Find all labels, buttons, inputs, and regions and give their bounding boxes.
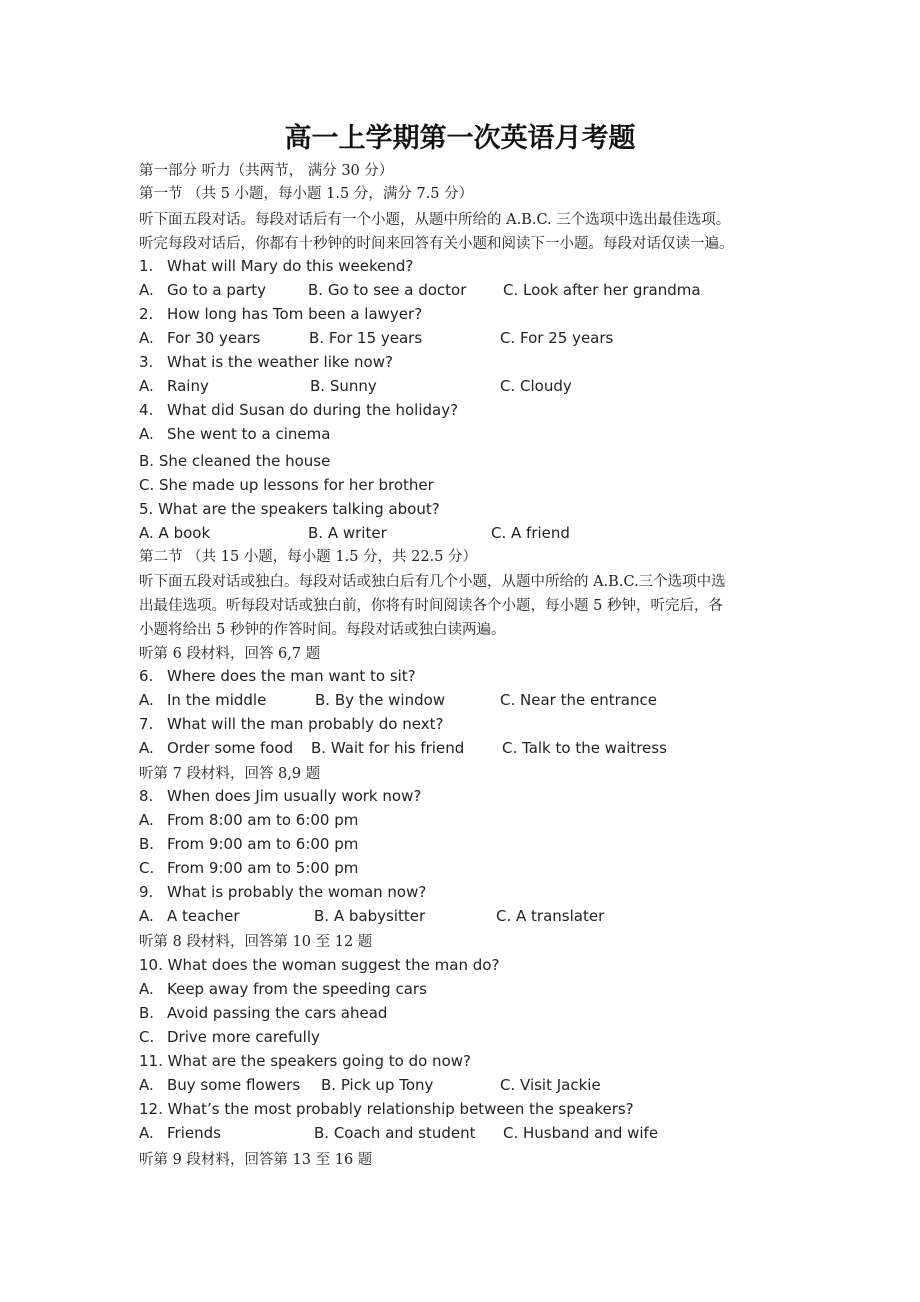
question-8-option-a: A. From 8:00 am to 6:00 pm [139,811,359,829]
question-12: 12. What’s the most probably relationship between the speakers? [139,1100,634,1118]
option-c: C. Talk to the waitress [502,739,667,757]
question-6: 6. Where does the man want to sit? [139,667,416,685]
option-a: A. Order some food [139,739,294,757]
material-7-heading: 听第 7 段材料，回答 8,9 题 [139,766,321,782]
question-11: 11. What are the speakers going to do now? [139,1052,471,1070]
section1-instructions-line2: 听完每段对话后，你都有十秒钟的时间来回答有关小题和阅读下一小题。每段对话仅读一遍。 [139,236,734,252]
question-10-option-c: C. Drive more carefully [139,1028,320,1046]
option-b: B. Pick up Tony [321,1076,434,1094]
question-7: 7. What will the man probably do next? [139,715,444,733]
option-c: C. A translater [496,907,605,925]
option-a: A. Rainy [139,377,209,395]
option-c: C. Near the entrance [500,691,657,709]
option-a: A. In the middle [139,691,267,709]
material-9-heading: 听第 9 段材料，回答第 13 至 16 题 [139,1152,373,1168]
option-a: A. A book [139,524,211,542]
question-9-options [139,906,839,926]
question-6-options [139,690,839,710]
option-a: A. Friends [139,1124,221,1142]
option-c: C. Cloudy [500,377,572,395]
question-8: 8. When does Jim usually work now? [139,787,422,805]
question-3: 3. What is the weather like now? [139,353,393,371]
question-10: 10. What does the woman suggest the man do? [139,956,500,974]
part1-heading: 第一部分 听力（共两节， 满分 30 分） [139,163,394,179]
question-1: 1. What will Mary do this weekend? [139,257,414,275]
question-8-option-c: C. From 9:00 am to 5:00 pm [139,859,359,877]
option-b: B. By the window [315,691,446,709]
material-8-heading: 听第 8 段材料，回答第 10 至 12 题 [139,934,373,950]
question-4: 4. What did Susan do during the holiday? [139,401,459,419]
question-4-option-c: C. She made up lessons for her brother [139,476,434,494]
option-b: B. A writer [308,524,387,542]
section1-heading: 第一节 （共 5 小题，每小题 1.5 分，满分 7.5 分） [139,186,474,202]
section2-heading: 第二节 （共 15 小题，每小题 1.5 分，共 22.5 分） [139,549,478,565]
question-3-options [139,376,839,396]
option-a: A. For 30 years [139,329,261,347]
question-2-options [139,328,839,348]
option-b: B. Go to see a doctor [308,281,467,299]
question-12-options [139,1123,839,1143]
section2-instructions-line2: 出最佳选项。听每段对话或独白前，你将有时间阅读各个小题，每小题 5 秒钟，听完后，各 [139,598,723,614]
question-9: 9. What is probably the woman now? [139,883,427,901]
option-a: A. A teacher [139,907,240,925]
section1-instructions-line1: 听下面五段对话。每段对话后有一个小题，从题中所给的 A.B.C. 三个选项中选出最佳选项。 [139,212,731,228]
option-c: C. For 25 years [500,329,614,347]
question-7-options [139,738,839,758]
question-8-option-b: B. From 9:00 am to 6:00 pm [139,835,359,853]
option-c: C. A friend [491,524,570,542]
question-5: 5. What are the speakers talking about? [139,500,440,518]
option-c: C. Husband and wife [503,1124,659,1142]
material-6-heading: 听第 6 段材料，回答 6,7 题 [139,646,321,662]
question-1-options [139,280,839,300]
option-c: C. Visit Jackie [500,1076,601,1094]
question-2: 2. How long has Tom been a lawyer? [139,305,423,323]
question-10-option-a: A. Keep away from the speeding cars [139,980,427,998]
option-c: C. Look after her grandma [503,281,701,299]
question-4-option-a: A. She went to a cinema [139,425,331,443]
page-title: 高一上学期第一次英语月考题 [284,123,636,154]
option-b: B. Sunny [310,377,377,395]
question-4-option-b: B. She cleaned the house [139,452,331,470]
option-a: A. Buy some flowers [139,1076,301,1094]
question-10-option-b: B. Avoid passing the cars ahead [139,1004,388,1022]
section2-instructions-line1: 听下面五段对话或独白。每段对话或独白后有几个小题，从题中所给的 A.B.C.三个选项中选 [139,574,726,590]
option-b: B. For 15 years [309,329,423,347]
option-b: B. Wait for his friend [311,739,465,757]
question-11-options [139,1075,839,1095]
option-b: B. Coach and student [314,1124,476,1142]
option-b: B. A babysitter [314,907,426,925]
section2-instructions-line3: 小题将给出 5 秒钟的作答时间。每段对话或独白读两遍。 [139,622,506,638]
option-a: A. Go to a party [139,281,266,299]
question-5-options [139,523,839,543]
